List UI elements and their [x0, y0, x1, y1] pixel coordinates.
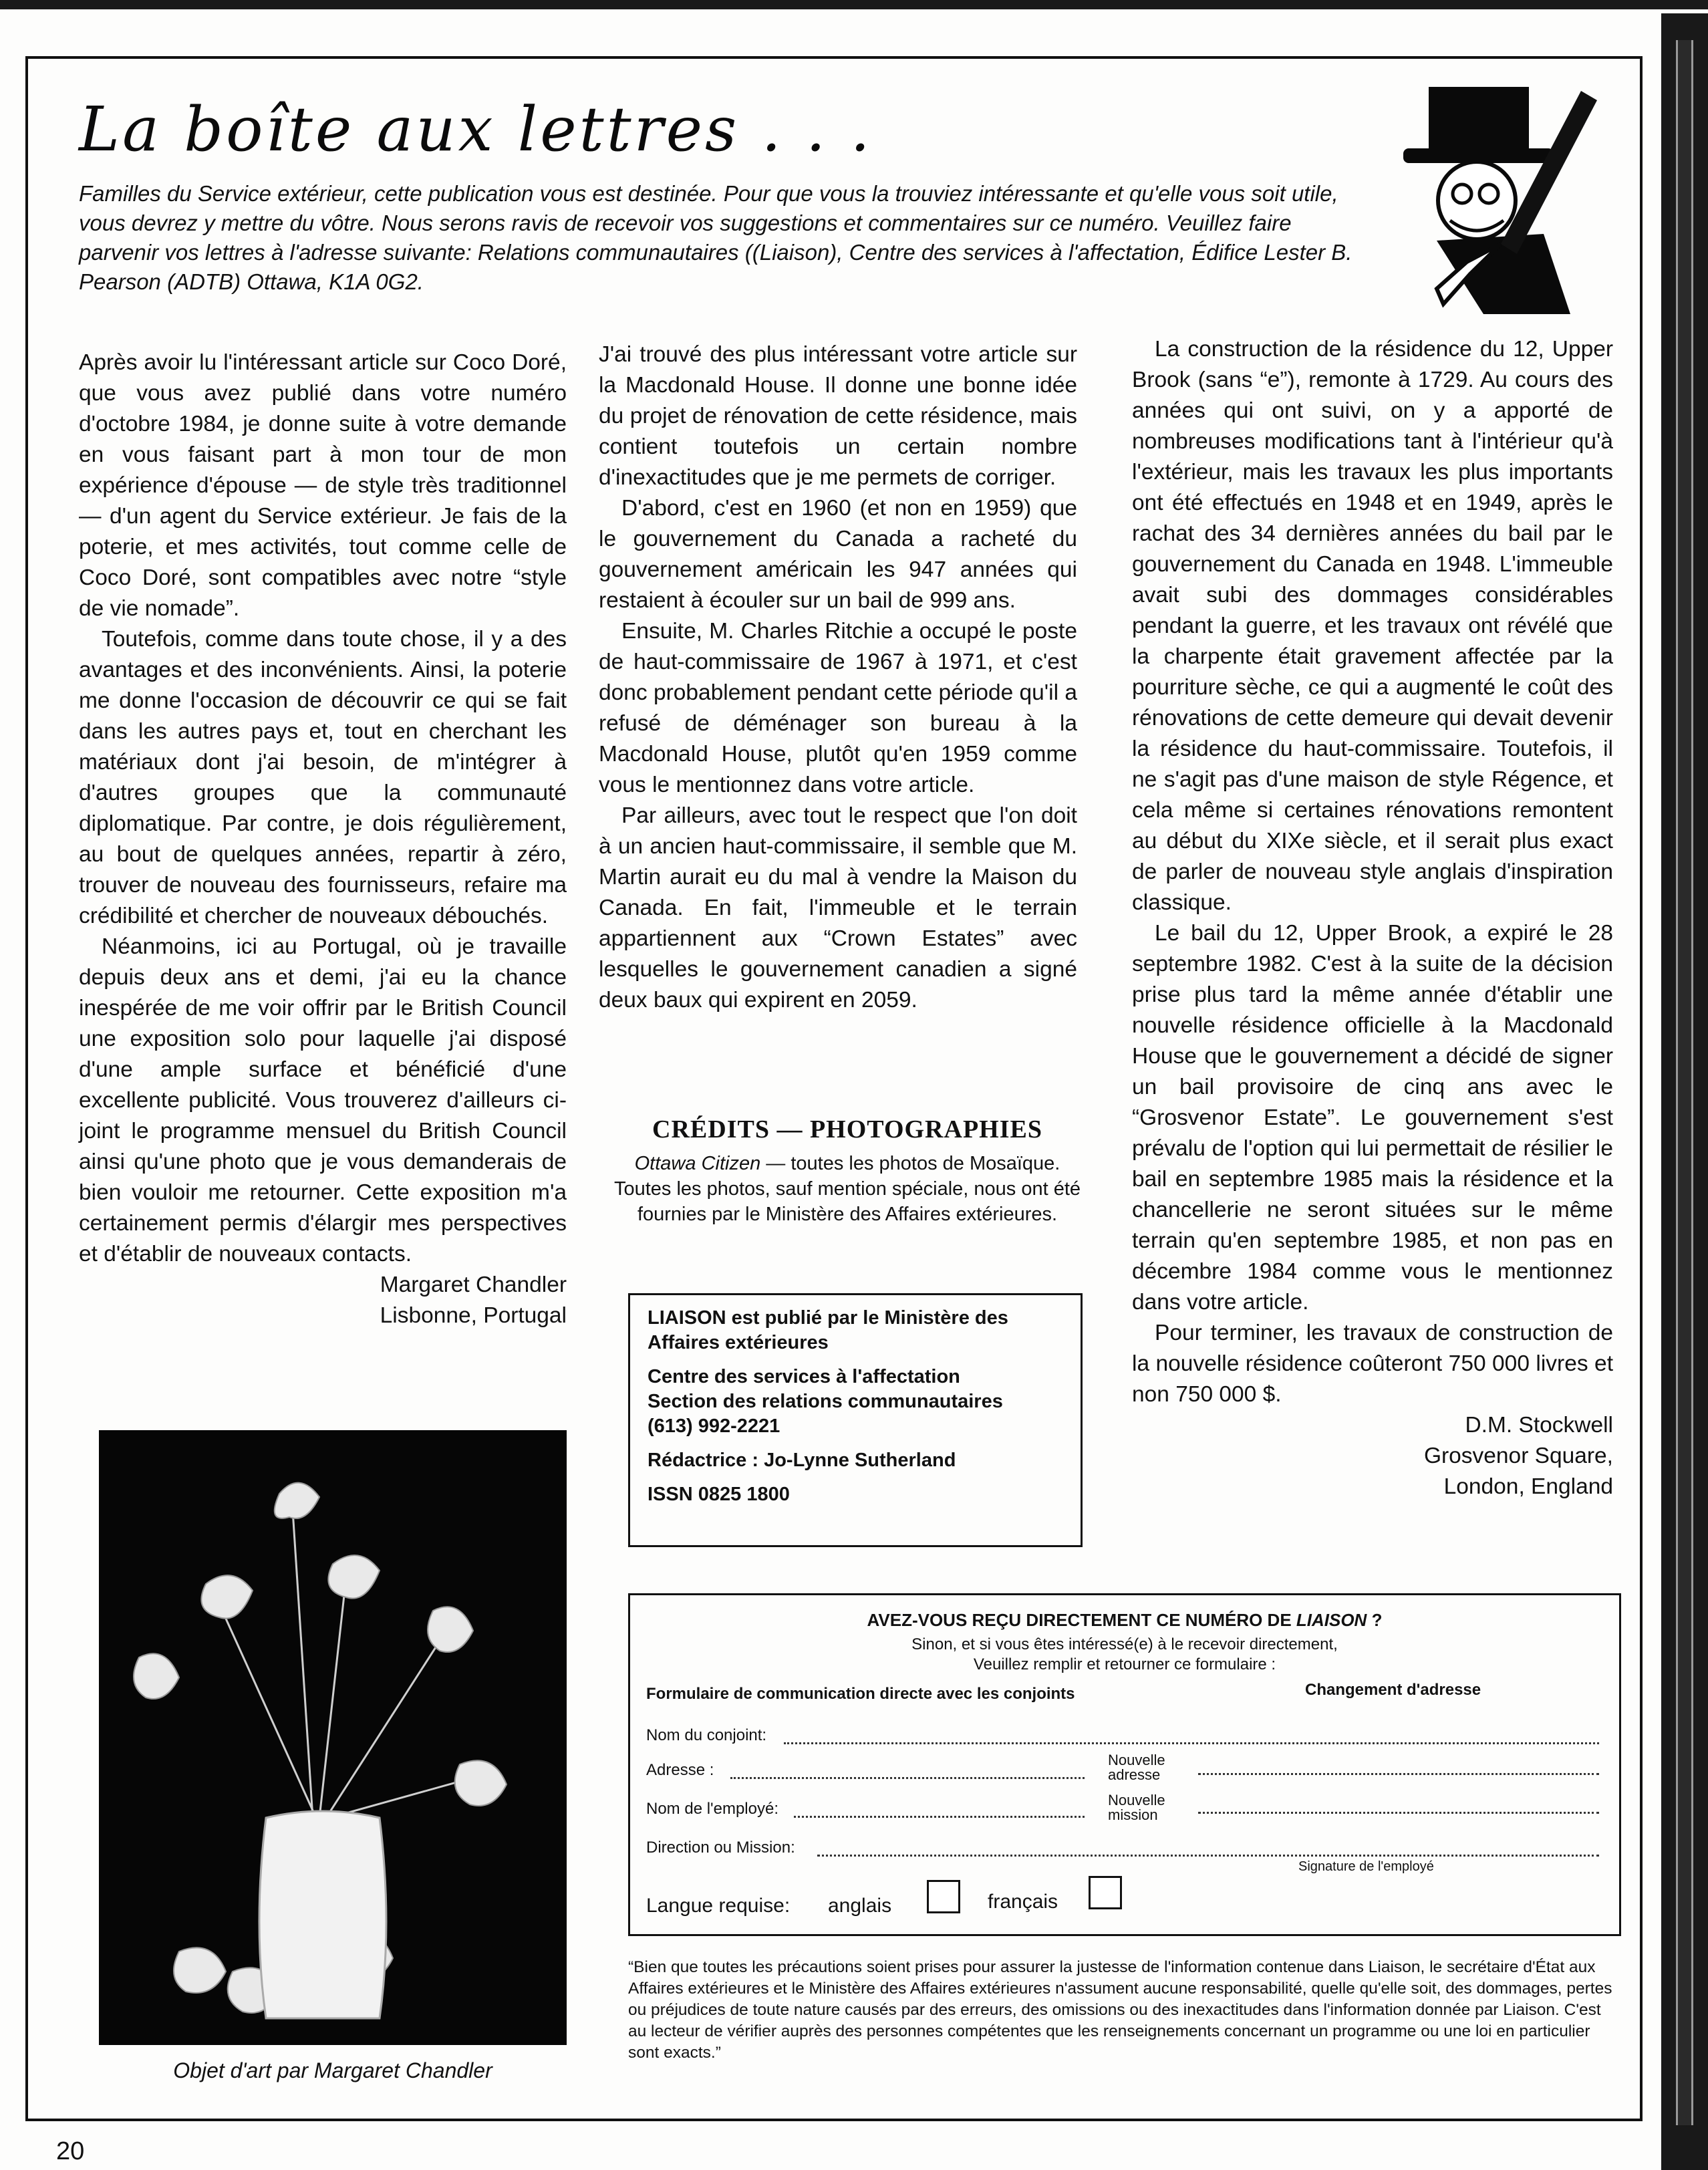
- signature-address: London, England: [1443, 1474, 1613, 1499]
- spouse-name-label: Nom du conjoint:: [646, 1726, 767, 1744]
- paragraph: Néanmoins, ici au Portugal, où je travaille depuis deux ans et demi, j'ai eu la chance inespérée de me voir offrir par le British Council une exposition solo pour laquelle j'ai disposé d'une ample surface et bénéficié d'une excellente publicité. Vous trouverez d'ailleurs ci-joint le programme mensuel du British Council ainsi qu'une photo que je vous demanderais de bien vouloir me retourner. Cette exposition m'a certainement permis d'élargir mes perspectives et d'établir de nouveaux contacts.: [79, 934, 567, 1266]
- binding-strip: [1676, 40, 1693, 2125]
- french-checkbox[interactable]: [1089, 1876, 1122, 1909]
- disclaimer: “Bien que toutes les précautions soient prises pour assurer la justesse de l'information contenue dans Liaison, le secrétaire d'État aux Affaires extérieures et le Ministère des Affaires extérieures n'assument aucune responsabilité, quelle qu'elle soit, des dommages, pertes ou préjudices de toute nature causés par des erreurs, des omissions ou des inexactitudes dans l'information donnée par Liaison. C'est au lecteur de vérifier auprès des personnes compétentes que les renseignements concernant un programme ou une loi en particulier sont exacts.”: [628, 1958, 1612, 2062]
- paragraph: Toutefois, comme dans toute chose, il y a des avantages et des inconvénients. Ainsi, la poterie me donne l'occasion de découvrir ce qui se fait dans les autres pays et, tout en cherchant les matériaux dont j'ai besoin, de m'intégrer à d'autres groupes que la communauté diplomatique. Par contre, je dois régulièrement, au bout de quelques années, repartir à zéro, trouver de nouveau des fournisseurs, refaire ma crédibilité et chercher de nouveaux débouchés.: [79, 627, 567, 928]
- masthead-box: [628, 1293, 1083, 1547]
- english-checkbox[interactable]: [927, 1880, 960, 1913]
- form-question-suffix: ?: [1367, 1610, 1383, 1630]
- credits-source: Ottawa Citizen: [634, 1153, 761, 1174]
- signature-address: Grosvenor Square,: [1423, 1444, 1613, 1468]
- paragraph: Par ailleurs, avec tout le respect que l'on doit à un ancien haut-commissaire, il semble que M. Martin aurait eu du mal à vendre la Maison du Canada. En fait, l'immeuble et le terrain appartiennent aux “Crown Estates” avec lesquelles le gouvernement canadien a signé deux baux qui expirent en 2059.: [599, 803, 1077, 1012]
- direction-field[interactable]: [817, 1855, 1599, 1857]
- pottery-photo: [99, 1430, 567, 2045]
- french-label: français: [988, 1891, 1058, 1913]
- paragraph: Ensuite, M. Charles Ritchie a occupé le poste de haut-commissaire de 1967 à 1971, et c'est donc probablement pendant cette période qu'il a refusé de déménager son bureau à la Macdonald House, plutôt qu'en 1959 comme vous le mentionnez dans votre article.: [599, 619, 1077, 797]
- paragraph: J'ai trouvé des plus intéressant votre article sur la Macdonald House. Il donne une bonne idée du projet de rénovation de cette résidence, mais contient toutefois un certain nombre d'inexactitudes que je me permets de corriger.: [599, 342, 1077, 490]
- address-field[interactable]: [730, 1777, 1085, 1779]
- signature-location: Lisbonne, Portugal: [380, 1303, 567, 1328]
- direction-label: Direction ou Mission:: [646, 1839, 795, 1857]
- form-title: Formulaire de communication directe avec les conjoints: [646, 1685, 1075, 1703]
- form-subtitle: Sinon, et si vous êtes intéressé(e) à le recevoir directement,: [911, 1635, 1338, 1653]
- new-address-label: Nouvelle adresse: [1108, 1752, 1165, 1783]
- form-question: [630, 1610, 1619, 1631]
- credits-line: [608, 1151, 1087, 1176]
- paragraph: D'abord, c'est en 1960 (et non en 1959) que le gouvernement du Canada a racheté du gouvernement américain les 947 années qui restaient à écouler sur un bail de 999 ans.: [599, 496, 1077, 613]
- mascot-illustration: [1370, 74, 1610, 314]
- department: [648, 1365, 1063, 1439]
- signature-name: Margaret Chandler: [380, 1272, 567, 1297]
- signature-name: D.M. Stockwell: [1465, 1413, 1613, 1438]
- form-question-em: LIAISON: [1296, 1610, 1367, 1630]
- photo-credits: [608, 1115, 1087, 1227]
- department-line: Centre des services à l'affectation: [648, 1366, 960, 1387]
- paragraph: Après avoir lu l'intéressant article sur Coco Doré, que vous avez publié dans votre numéro d'octobre 1984, je donne suite à votre demande en vous faisant part à mon tour de mon expérience d'épouse — de style très traditionnel — d'un agent du Service extérieur. Je fais de la poterie, et mes activités, tout comme celle de Coco Doré, sont compatibles avec notre “style de vie nomade”.: [79, 350, 567, 621]
- phone: (613) 992-2221: [648, 1415, 780, 1437]
- paragraph: Le bail du 12, Upper Brook, a expiré le 28 septembre 1982. C'est à la suite de la décision prise plus tard la même année d'établir une nouvelle résidence officielle à la Macdonald House que le gouvernement a décidé de signer un bail provisoire de cinq ans avec le “Grosvenor Estate”. Le gouvernement s'est prévalu de l'option qui lui permettait de résilier le bail en septembre 1985 mais la résidence et la chancellerie ne seront situées sur le même terrain qu'en septembre 1985, et non pas en décembre 1984 comme vous le mentionnez dans votre article.: [1132, 921, 1613, 1315]
- photo-caption: Objet d'art par Margaret Chandler: [173, 2058, 492, 2082]
- new-mission-label: Nouvelle mission: [1108, 1792, 1165, 1823]
- page-title: La boîte aux lettres . . .: [79, 94, 873, 165]
- change-address-label: Changement d'adresse: [1305, 1681, 1481, 1699]
- pottery-image: [99, 1430, 567, 2045]
- english-label: anglais: [828, 1895, 892, 1917]
- subscription-form: [628, 1593, 1621, 1936]
- issn: ISSN 0825 1800: [648, 1484, 790, 1505]
- intro-text: Familles du Service extérieur, cette publication vous est destinée. Pour que vous la trouviez intéressante et qu'elle vous soit utile, vous devrez y mettre du vôtre. Nous serons ravis de recevoir vos suggestions et commentaires sur ce numéro. Veuillez faire parvenir vos lettres à l'adresse suivante: Relations communautaires ((Liaison), Centre des services à l'affectation, Édifice Lester B. Pearson (ADTB) Ottawa, K1A 0G2.: [79, 181, 1353, 294]
- form-subtitle: Veuillez remplir et retourner ce formulaire :: [973, 1655, 1276, 1673]
- new-mission-field[interactable]: [1198, 1812, 1599, 1814]
- credits-line: Toutes les photos, sauf mention spéciale, nous ont été fournies par le Ministère des Affaires extérieures.: [613, 1178, 1081, 1225]
- letter-stockwell: [1132, 334, 1613, 1502]
- editor: Rédactrice : Jo-Lynne Sutherland: [648, 1450, 956, 1471]
- letter-chandler: [79, 348, 567, 1331]
- form-question-text: AVEZ-VOUS REÇU DIRECTEMENT CE NUMÉRO DE: [867, 1610, 1296, 1630]
- paragraph: La construction de la résidence du 12, Upper Brook (sans “e”), remonte à 1729. Au cours des années qui ont suivi, on y a apporté de nombreuses modifications tant à l'intérieur qu'à l'extérieur, mais les travaux les plus importants ont été effectués en 1948 et en 1949, après le rachat des 34 dernières années du bail par le gouvernement du Canada en 1948. L'immeuble avait subi des dommages considérables pendant la guerre, et les travaux ont révélé que la charpente était gravement affectée par la pourriture sèche, ce qui a augmenté le coût des rénovations de cette demeure qui devait devenir la résidence du haut-commissaire. Toutefois, il ne s'agit pas d'une maison de style Régence, et cela même si certaines rénovations remontent au début du XIXe siècle, et il serait plus exact de parler de nouveau style anglais d'inspiration classique.: [1132, 337, 1613, 915]
- address-label: Adresse :: [646, 1761, 714, 1779]
- employee-signature-label: Signature de l'employé: [1298, 1859, 1434, 1874]
- paragraph: Pour terminer, les travaux de construction de la nouvelle résidence coûteront 750 000 livres et non 750 000 $.: [1132, 1321, 1613, 1407]
- top-scan-edge: [0, 0, 1708, 9]
- publisher: LIAISON est publié par le Ministère des Affaires extérieures: [648, 1307, 1008, 1353]
- department-line: Section des relations communautaires: [648, 1391, 1003, 1412]
- employee-name-field[interactable]: [794, 1816, 1085, 1818]
- credits-heading: CRÉDITS — PHOTOGRAPHIES: [652, 1115, 1042, 1143]
- spouse-name-field[interactable]: [784, 1742, 1599, 1744]
- letter-macdonald-house: [599, 340, 1077, 1016]
- credits-text: — toutes les photos de Mosaïque.: [760, 1153, 1060, 1174]
- language-label: Langue requise:: [646, 1895, 791, 1917]
- new-address-field[interactable]: [1198, 1773, 1599, 1775]
- page-number: 20: [56, 2137, 85, 2165]
- employee-name-label: Nom de l'employé:: [646, 1800, 778, 1818]
